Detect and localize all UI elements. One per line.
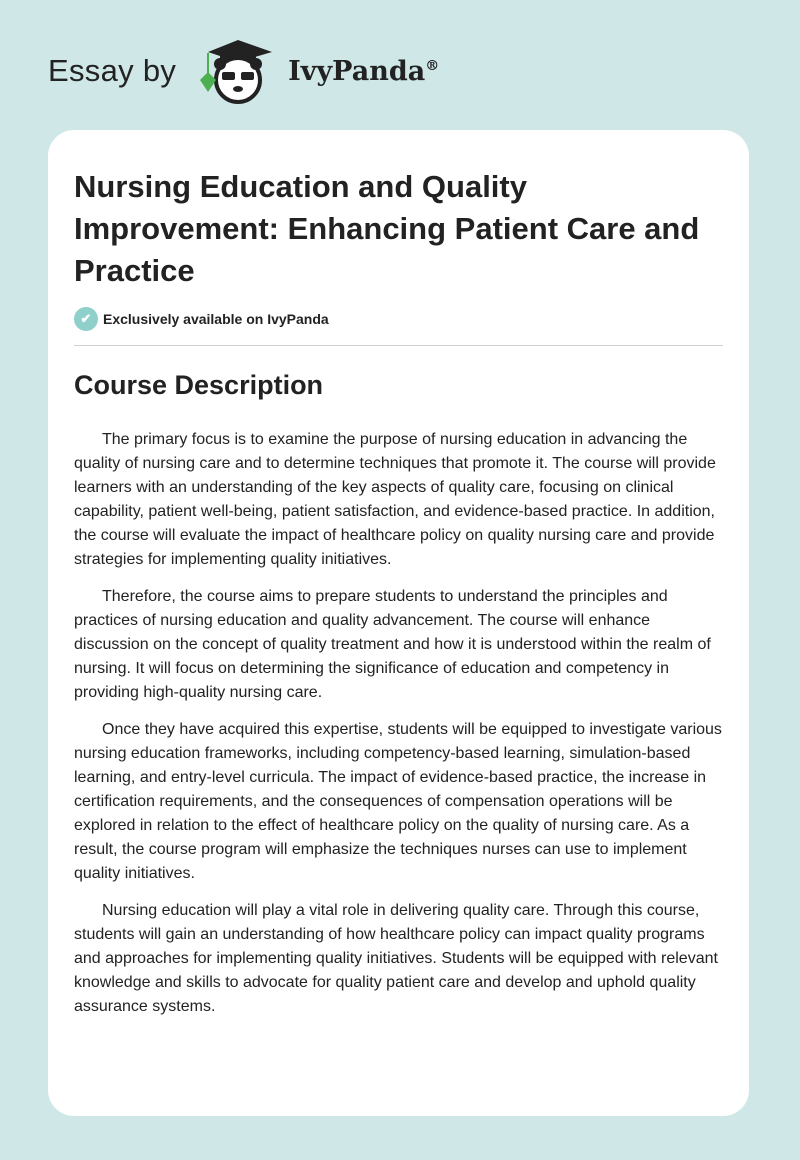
check-icon: ✔ [74, 307, 98, 331]
divider [74, 345, 723, 346]
exclusive-label: Exclusively available on IvyPanda [103, 311, 329, 327]
paragraph: Therefore, the course aims to prepare students to understand the principles and practices of nursing education and quality advancement. The course will enhance discussion on the concept of quality treatment and how it is understood within the realm of nursing. It will focus on determining the significance of education and competency in providing high-quality nursing care. [74, 588, 711, 701]
essay-card [48, 130, 749, 1116]
essay-by-label: Essay by [48, 53, 177, 88]
section-heading: Course Description [74, 370, 324, 400]
brand-text: IvyPanda [288, 55, 426, 87]
paragraph: The primary focus is to examine the purpose of nursing education in advancing the quality of nursing care and to determine techniques that promote it. The course will provide learners with an understanding of the key aspects of quality care, focusing on clinical capability, patient well-being, patient satisfaction, and evidence-based practice. In addition, the course will evaluate the impact of healthcare policy on quality nursing care and provide strategies for implementing quality initiatives. [74, 431, 716, 568]
paragraph: Once they have acquired this expertise, students will be equipped to investigate various nursing education frameworks, including competency-based learning, simulation-based learning, and entry-level curricula. The impact of evidence-based practice, the increase in certification requirements, and the consequences of compensation operations will be explored in relation to the effect of healthcare policy on the quality of nursing care. As a result, the course program will emphasize the techniques nurses can use to implement quality initiatives. [74, 721, 722, 882]
page-title: Nursing Education and Quality Improvement: Enhancing Patient Care and Practice [74, 169, 700, 288]
brand-name [288, 56, 439, 87]
registered-mark: ® [425, 57, 440, 74]
ivypanda-logo-icon[interactable] [196, 36, 280, 106]
exclusive-badge [74, 307, 329, 331]
site-header [48, 36, 439, 106]
essay-body [74, 428, 728, 1032]
paragraph: Nursing education will play a vital role in delivering quality care. Through this course, students will gain an understanding of how healthcare policy can impact quality programs and approaches for implementing quality initiatives. Students will be equipped with relevant knowledge and skills to advocate for quality patient care and develop and uphold quality assurance systems. [74, 902, 718, 1015]
